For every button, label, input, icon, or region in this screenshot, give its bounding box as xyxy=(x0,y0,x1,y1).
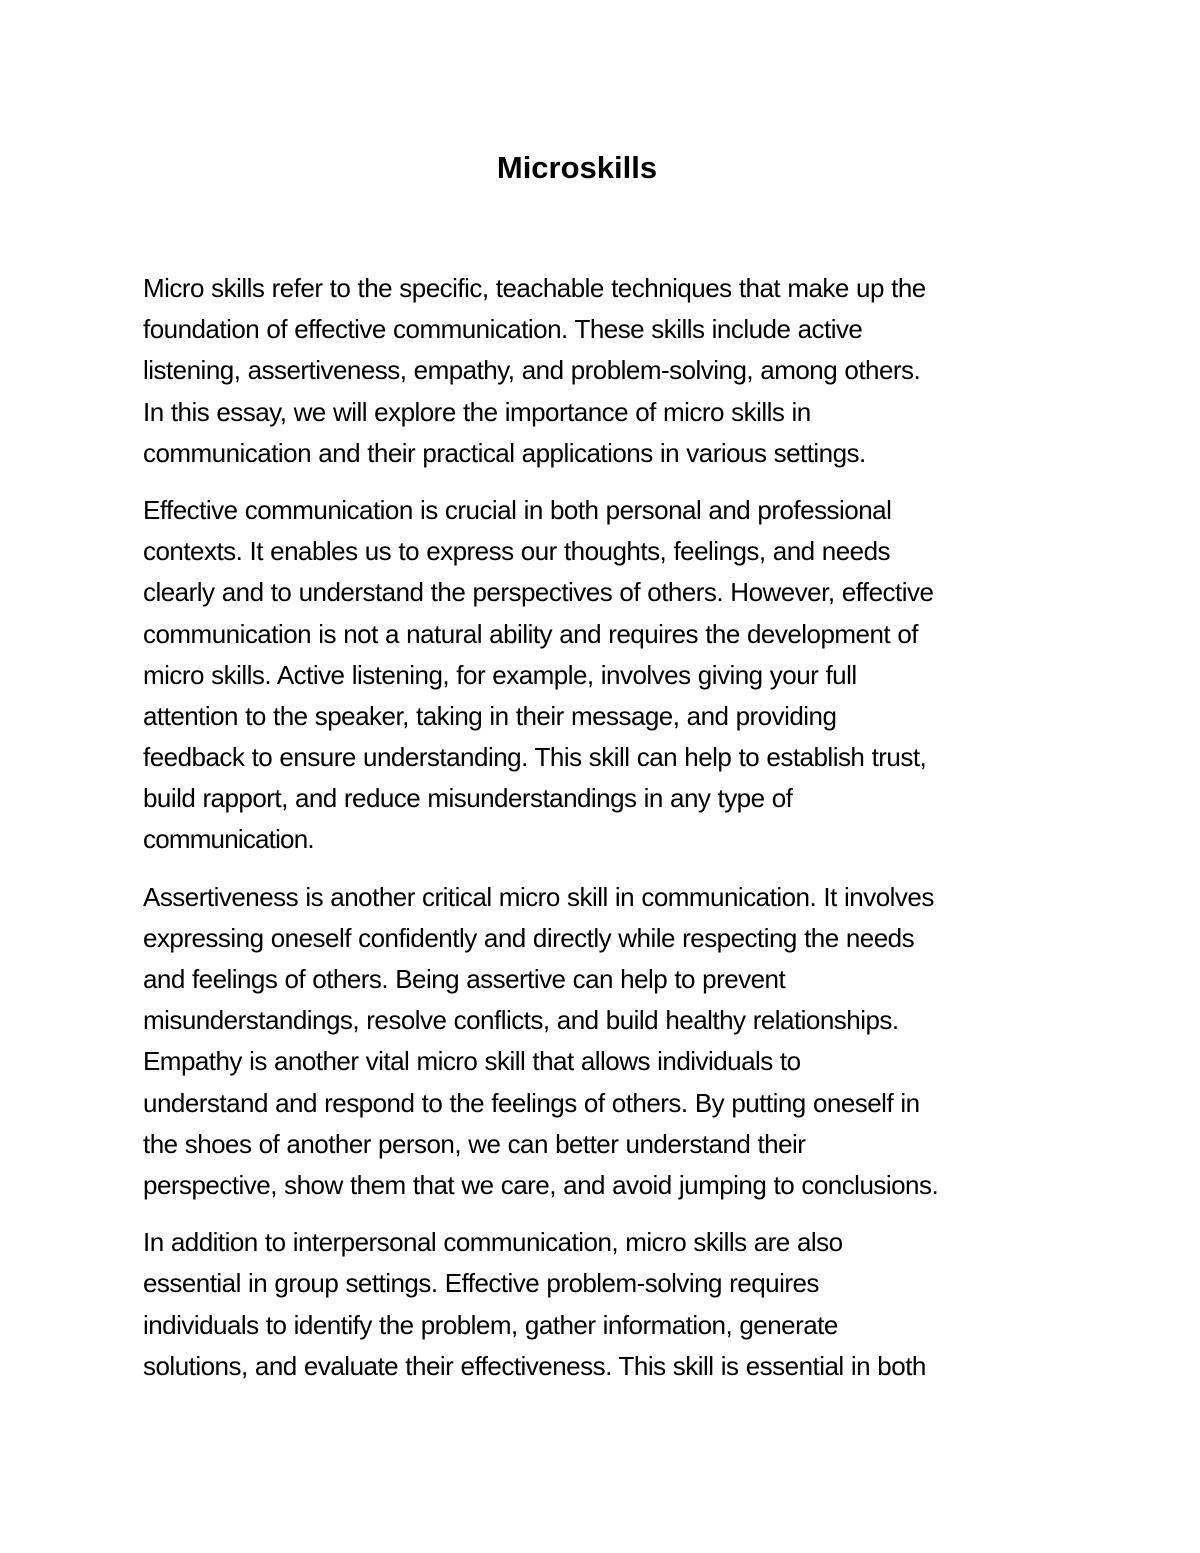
text-line: Micro skills refer to the specific, teachable techniques that make up the xyxy=(143,273,926,303)
text-line: micro skills. Active listening, for example, involves giving your full xyxy=(143,659,857,690)
text-line: essential in group settings. Effective problem-solving requires xyxy=(143,1268,819,1299)
text-line: contexts. It enables us to express our thoughts, feelings, and needs xyxy=(143,536,891,567)
page-title xyxy=(0,146,1200,190)
text-line: the shoes of another person, we can better understand their xyxy=(143,1128,806,1159)
text-line: communication and their practical applications in various settings. xyxy=(143,437,866,468)
paragraph-3 xyxy=(143,877,1073,1207)
paragraph-2 xyxy=(143,490,1073,861)
text-line: feedback to ensure understanding. This skill can help to establish trust, xyxy=(143,742,927,773)
text-line: attention to the speaker, taking in their message, and providing xyxy=(143,700,837,731)
text-line: build rapport, and reduce misunderstandings in any type of xyxy=(143,783,793,814)
text-line: Assertiveness is another critical micro skill in communication. It involves xyxy=(143,881,934,912)
text-line: clearly and to understand the perspectives of others. However, effective xyxy=(143,577,934,608)
paragraph-4 xyxy=(143,1222,1073,1387)
text-line: communication is not a natural ability and requires the development of xyxy=(143,618,918,649)
text-line: understand and respond to the feelings of others. By putting oneself in xyxy=(143,1087,920,1118)
text-line: In addition to interpersonal communication, micro skills are also xyxy=(143,1227,843,1258)
text-line: foundation of effective communication. These skills include active xyxy=(143,314,863,345)
text-line: solutions, and evaluate their effectiveness. This skill is essential in both xyxy=(143,1350,926,1381)
text-line: perspective, show them that we care, and avoid jumping to conclusions. xyxy=(143,1169,939,1200)
text-line: In this essay, we will explore the importance of micro skills in xyxy=(143,396,811,427)
text-line: listening, assertiveness, empathy, and problem-solving, among others. xyxy=(143,355,921,386)
document-body xyxy=(143,268,1073,1403)
text-line: Effective communication is crucial in both personal and professional xyxy=(143,494,892,525)
text-line: communication. xyxy=(143,824,314,855)
text-line: expressing oneself confidently and directly while respecting the needs xyxy=(143,922,915,953)
text-line: Empathy is another vital micro skill that allows individuals to xyxy=(143,1046,801,1077)
text-line: individuals to identify the problem, gather information, generate xyxy=(143,1309,838,1340)
text-line: misunderstandings, resolve conflicts, and build healthy relationships. xyxy=(143,1005,899,1036)
text-line: and feelings of others. Being assertive can help to prevent xyxy=(143,964,786,994)
page-title-text: Microskills xyxy=(496,150,658,185)
paragraph-1 xyxy=(143,268,1073,474)
